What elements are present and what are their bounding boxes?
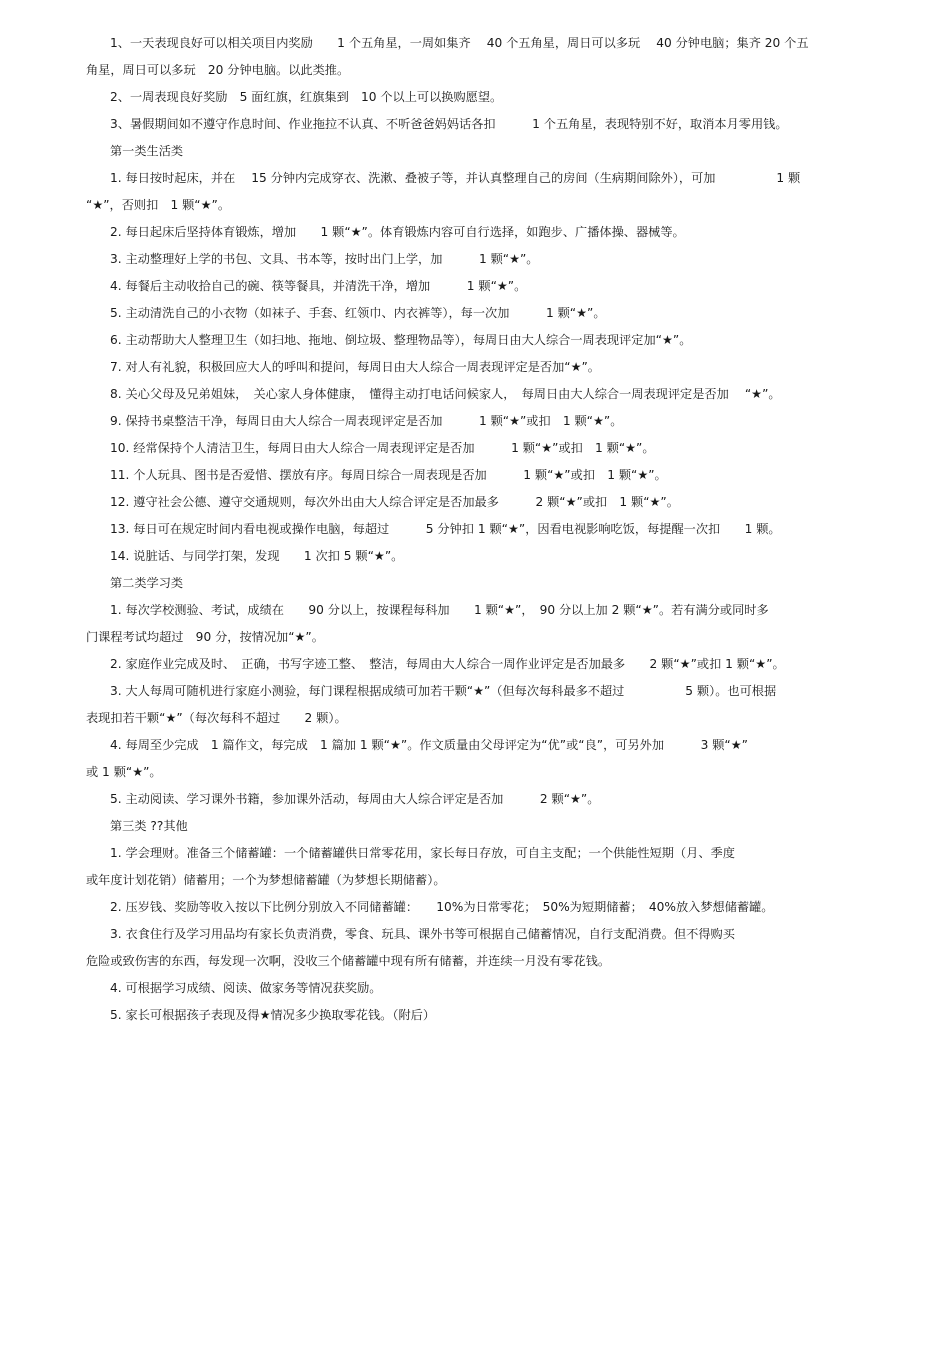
text-line: 5. 家长可根据孩子表现及得★情况多少换取零花钱。（附后） [110, 1008, 436, 1022]
text-line: 12. 遵守社会公德、遵守交通规则，每次外出由大人综合评定是否加最多 2 颗“★”或扣 1 颗“★”。 [110, 495, 679, 509]
text-line: 1. 每次学校测验、考试，成绩在 90 分以上，按课程每科加 1 颗“★”， 90 分以上加 2 颗“★”。若有满分或同时多 [110, 603, 769, 617]
text-line: 角星，周日可以多玩 20 分钟电脑。以此类推。 [86, 63, 350, 77]
text-line: 3. 主动整理好上学的书包、文具、书本等，按时出门上学，加 1 颗“★”。 [110, 252, 539, 266]
text-line: 6. 主动帮助大人整理卫生（如扫地、拖地、倒垃圾、整理物品等），每周日由大人综合一周表现评定加“★”。 [110, 333, 692, 347]
text-line: 或 1 颗“★”。 [86, 765, 162, 779]
text-line: 3、暑假期间如不遵守作息时间、作业拖拉不认真、不听爸爸妈妈话各扣 1 个五角星，表现特别不好，取消本月零用钱。 [110, 117, 788, 131]
text-line: 危险或致伤害的东西，每发现一次啊，没收三个储蓄罐中现有所有储蓄，并连续一月没有零花钱。 [86, 954, 611, 968]
text-line: 1. 每日按时起床，并在 15 分钟内完成穿衣、洗漱、叠被子等，并认真整理自己的房间（生病期间除外），可加 1 颗 [110, 171, 801, 185]
text-line: 2. 家庭作业完成及时、 正确，书写字迹工整、 整洁，每周由大人综合一周作业评定是否加最多 2 颗“★”或扣 1 颗“★”。 [110, 657, 785, 671]
text-line: 4. 每餐后主动收拾自己的碗、筷等餐具，并清洗干净，增加 1 颗“★”。 [110, 279, 527, 293]
text-line: 第一类生活类 [110, 144, 184, 158]
text-line: 13. 每日可在规定时间内看电视或操作电脑，每超过 5 分钟扣 1 颗“★”，因看电视影响吃饭，每提醒一次扣 1 颗。 [110, 522, 781, 536]
text-line: 5. 主动清洗自己的小衣物（如袜子、手套、红领巾、内衣裤等），每一次加 1 颗“★”。 [110, 306, 606, 320]
text-line: 1、一天表现良好可以相关项目内奖励 1 个五角星，一周如集齐 40 个五角星，周日可以多玩 40 分钟电脑；集齐 20 个五 [110, 36, 809, 50]
text-line: 2. 每日起床后坚持体育锻炼，增加 1 颗“★”。体育锻炼内容可自行选择，如跑步、广播体操、器械等。 [110, 225, 685, 239]
text-line: 门课程考试均超过 90 分，按情况加“★”。 [86, 630, 324, 644]
text-line: 2. 压岁钱、奖励等收入按以下比例分别放入不同储蓄罐： 10%为日常零花； 50%为短期储蓄； 40%放入梦想储蓄罐。 [110, 900, 774, 914]
text-line: 第三类 ??其他 [110, 819, 188, 833]
text-line: 3. 大人每周可随机进行家庭小测验，每门课程根据成绩可加若干颗“★”（但每次每科最多不超过 5 颗）。也可根据 [110, 684, 777, 698]
text-line: 7. 对人有礼貌，积极回应大人的呼叫和提问，每周日由大人综合一周表现评定是否加“★”。 [110, 360, 600, 374]
text-line: 10. 经常保持个人清洁卫生，每周日由大人综合一周表现评定是否加 1 颗“★”或扣 1 颗“★”。 [110, 441, 655, 455]
text-line: 3. 衣食住行及学习用品均有家长负责消费，零食、玩具、课外书等可根据自己储蓄情况，自行支配消费。但不得购买 [110, 927, 735, 941]
text-line: 14. 说脏话、与同学打架，发现 1 次扣 5 颗“★”。 [110, 549, 404, 563]
document-body [86, 30, 854, 1029]
text-line: 5. 主动阅读、学习课外书籍，参加课外活动，每周由大人综合评定是否加 2 颗“★”。 [110, 792, 600, 806]
text-line: “★”，否则扣 1 颗“★”。 [86, 198, 231, 212]
text-line: 1. 学会理财。准备三个储蓄罐：一个储蓄罐供日常零花用，家长每日存放，可自主支配；一个供能性短期（月、季度 [110, 846, 735, 860]
text-line: 表现扣若干颗“★”（每次每科不超过 2 颗）。 [86, 711, 347, 725]
text-line: 第二类学习类 [110, 576, 184, 590]
text-line: 4. 可根据学习成绩、阅读、做家务等情况获奖励。 [110, 981, 382, 995]
text-line: 11. 个人玩具、图书是否爱惜、摆放有序。每周日综合一周表现是否加 1 颗“★”或扣 1 颗“★”。 [110, 468, 667, 482]
text-line: 4. 每周至少完成 1 篇作文，每完成 1 篇加 1 颗“★”。作文质量由父母评定为“优”或“良”，可另外加 3 颗“★” [110, 738, 748, 752]
text-line: 或年度计划花销）储蓄用；一个为梦想储蓄罐（为梦想长期储蓄）。 [86, 873, 446, 887]
text-line: 2、一周表现良好奖励 5 面红旗，红旗集到 10 个以上可以换购愿望。 [110, 90, 503, 104]
text-line: 9. 保持书桌整洁干净，每周日由大人综合一周表现评定是否加 1 颗“★”或扣 1 颗“★”。 [110, 414, 623, 428]
text-line: 8. 关心父母及兄弟姐妹， 关心家人身体健康， 懂得主动打电话问候家人， 每周日由大人综合一周表现评定是否加 “★”。 [110, 387, 781, 401]
